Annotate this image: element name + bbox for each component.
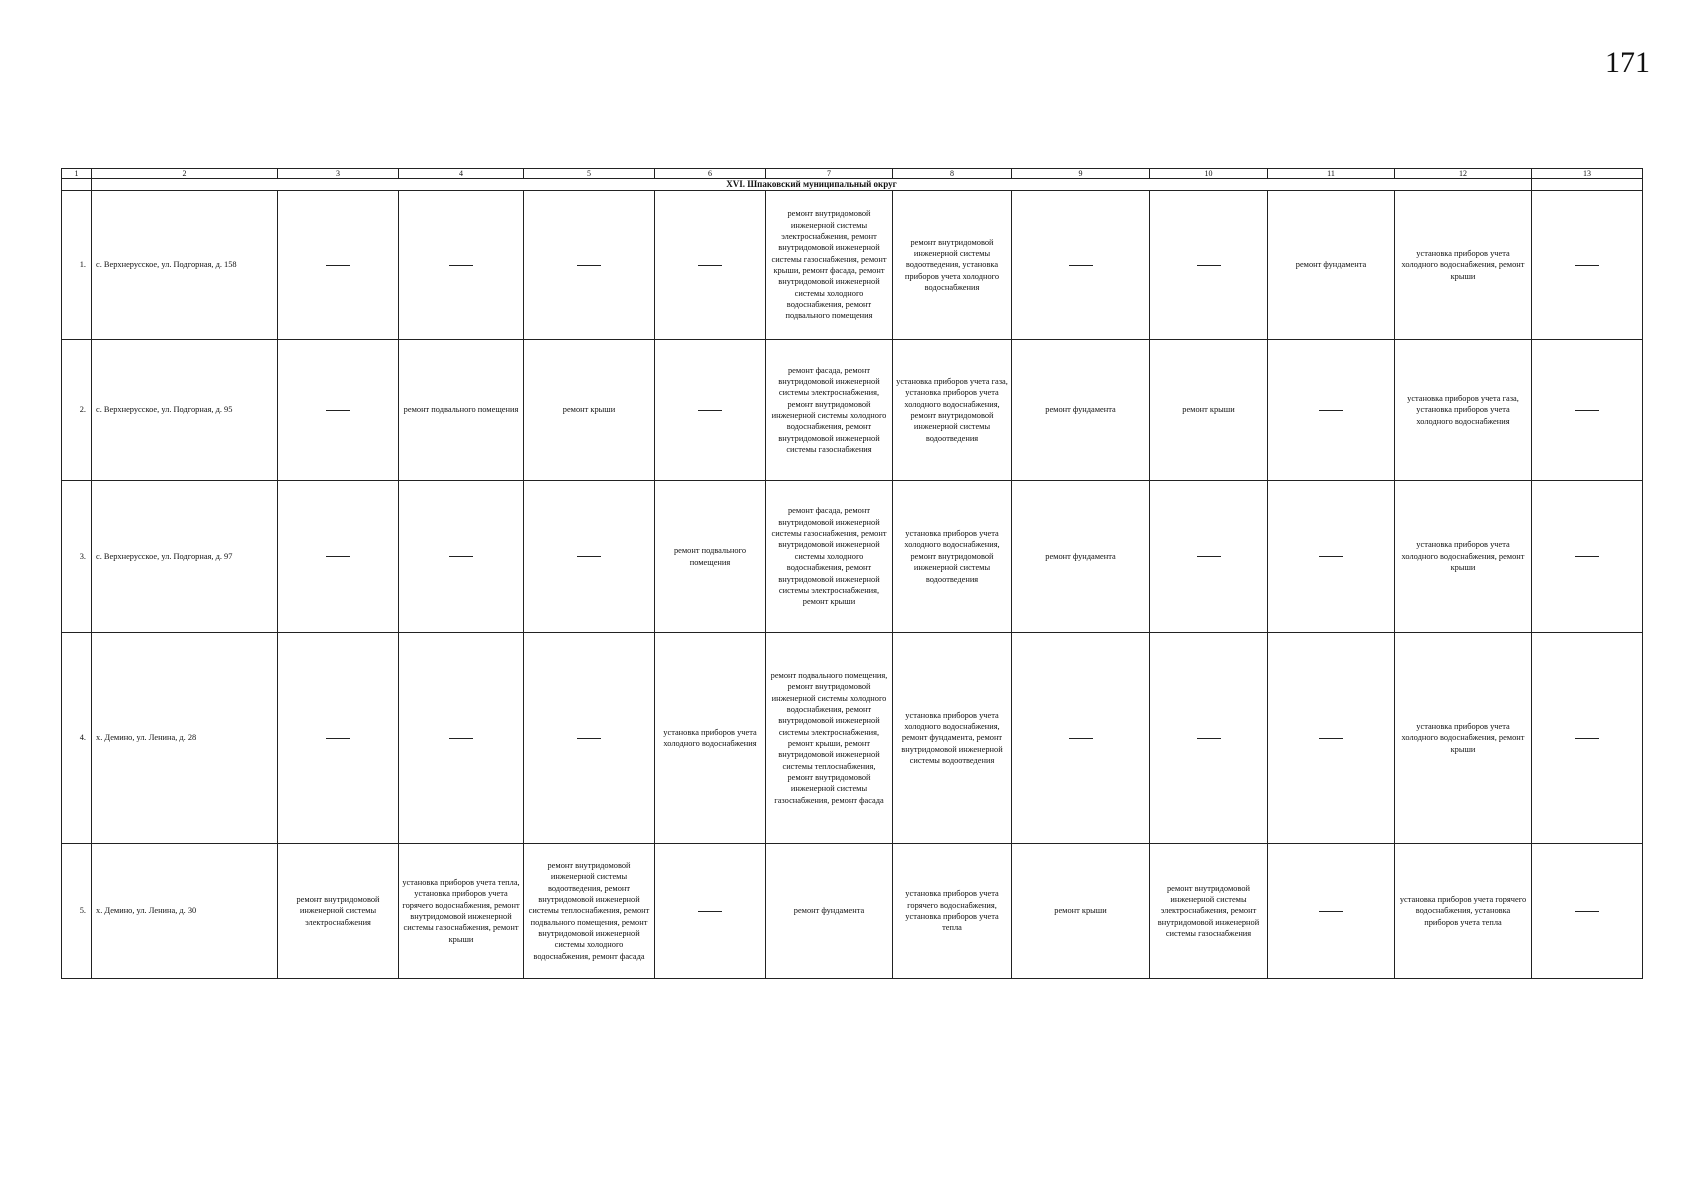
dash-mark — [449, 738, 473, 739]
empty-cell — [1268, 844, 1395, 979]
work-type-cell-c7: ремонт фасада, ремонт внутридомовой инженерной системы электроснабжения, ремонт внутридомовой инженерной системы холодного водоснабжения, ремонт внутридомовой инженерной системы газоснабжения — [766, 340, 893, 481]
column-number: 11 — [1268, 169, 1395, 179]
empty-cell — [278, 633, 399, 844]
section-title: XVI. Шпаковский муниципальный округ — [92, 179, 1532, 191]
column-number: 7 — [766, 169, 893, 179]
table-row — [62, 340, 1643, 481]
work-type-cell-c12: установка приборов учета газа, установка приборов учета холодного водоснабжения — [1395, 340, 1532, 481]
dash-mark — [1069, 738, 1093, 739]
column-number: 13 — [1532, 169, 1643, 179]
empty-cell — [1012, 633, 1150, 844]
empty-cell — [1532, 191, 1643, 340]
work-type-cell-c10: ремонт внутридомовой инженерной системы электроснабжения, ремонт внутридомовой инженерной системы газоснабжения — [1150, 844, 1268, 979]
address-cell: с. Верхнерусское, ул. Подгорная, д. 158 — [92, 191, 278, 340]
empty-cell — [1532, 633, 1643, 844]
address-cell: с. Верхнерусское, ул. Подгорная, д. 95 — [92, 340, 278, 481]
work-type-cell-c9: ремонт крыши — [1012, 844, 1150, 979]
work-type-cell-c8: установка приборов учета газа, установка приборов учета холодного водоснабжения, ремонт внутридомовой инженерной системы водоотведения — [893, 340, 1012, 481]
dash-mark — [326, 265, 350, 266]
column-number: 6 — [655, 169, 766, 179]
work-type-cell-c5: ремонт крыши — [524, 340, 655, 481]
dash-mark — [1575, 410, 1599, 411]
row-number-cell: 1. — [62, 191, 92, 340]
repair-schedule-table-container — [61, 168, 1642, 979]
work-type-cell-c8: ремонт внутридомовой инженерной системы водоотведения, установка приборов учета холодного водоснабжения — [893, 191, 1012, 340]
column-number: 10 — [1150, 169, 1268, 179]
column-number: 2 — [92, 169, 278, 179]
dash-mark — [577, 265, 601, 266]
empty-cell — [524, 481, 655, 633]
empty-cell — [1268, 340, 1395, 481]
row-number-cell: 4. — [62, 633, 92, 844]
table-row — [62, 844, 1643, 979]
empty-cell — [278, 191, 399, 340]
column-number: 4 — [399, 169, 524, 179]
column-number: 8 — [893, 169, 1012, 179]
section-header-row — [62, 179, 1643, 191]
dash-mark — [326, 738, 350, 739]
dash-mark — [1197, 738, 1221, 739]
empty-cell — [1532, 340, 1643, 481]
empty-cell — [1012, 191, 1150, 340]
column-number: 1 — [62, 169, 92, 179]
work-type-cell-c12: установка приборов учета холодного водоснабжения, ремонт крыши — [1395, 191, 1532, 340]
empty-cell — [278, 481, 399, 633]
work-type-cell-c6: ремонт подвального помещения — [655, 481, 766, 633]
work-type-cell-c8: установка приборов учета горячего водоснабжения, установка приборов учета тепла — [893, 844, 1012, 979]
column-number: 5 — [524, 169, 655, 179]
empty-cell — [399, 633, 524, 844]
column-number: 3 — [278, 169, 399, 179]
column-number-row — [62, 169, 1643, 179]
table-row — [62, 191, 1643, 340]
work-type-cell-c12: установка приборов учета холодного водоснабжения, ремонт крыши — [1395, 633, 1532, 844]
page-number: 171 — [1605, 46, 1650, 79]
dash-mark — [1197, 556, 1221, 557]
empty-cell — [655, 340, 766, 481]
empty-cell — [1150, 633, 1268, 844]
dash-mark — [1319, 556, 1343, 557]
dash-mark — [326, 410, 350, 411]
empty-cell — [399, 191, 524, 340]
address-cell: х. Демино, ул. Ленина, д. 30 — [92, 844, 278, 979]
dash-mark — [577, 556, 601, 557]
dash-mark — [1575, 911, 1599, 912]
dash-mark — [1575, 738, 1599, 739]
empty-cell — [278, 340, 399, 481]
work-type-cell-c10: ремонт крыши — [1150, 340, 1268, 481]
dash-mark — [1197, 265, 1221, 266]
work-type-cell-c12: установка приборов учета холодного водоснабжения, ремонт крыши — [1395, 481, 1532, 633]
empty-cell — [524, 191, 655, 340]
dash-mark — [698, 410, 722, 411]
table-row — [62, 633, 1643, 844]
work-type-cell-c7: ремонт фундамента — [766, 844, 893, 979]
work-type-cell-c5: ремонт внутридомовой инженерной системы водоотведения, ремонт внутридомовой инженерной системы теплоснабжения, ремонт подвального помещения, ремонт внутридомовой инженерной системы холодного водоснабжения, ремонт фасада — [524, 844, 655, 979]
work-type-cell-c3: ремонт внутридомовой инженерной системы электроснабжения — [278, 844, 399, 979]
work-type-cell-c11: ремонт фундамента — [1268, 191, 1395, 340]
row-number-cell: 2. — [62, 340, 92, 481]
work-type-cell-c9: ремонт фундамента — [1012, 481, 1150, 633]
section-blank-cell — [1532, 179, 1643, 191]
work-type-cell-c7: ремонт внутридомовой инженерной системы электроснабжения, ремонт внутридомовой инженерной системы газоснабжения, ремонт крыши, ремонт фасада, ремонт внутридомовой инженерной системы холодного водоснабжения, ремонт подвального помещения — [766, 191, 893, 340]
work-type-cell-c7: ремонт подвального помещения, ремонт внутридомовой инженерной системы холодного водоснабжения, ремонт внутридомовой инженерной системы электроснабжения, ремонт крыши, ремонт внутридомовой инженерной системы теплоснабжения, ремонт внутридомовой инженерной системы газоснабжения, ремонт фасада — [766, 633, 893, 844]
work-type-cell-c4: установка приборов учета тепла, установка приборов учета горячего водоснабжения, ремонт внутридомовой инженерной системы газоснабжения, ремонт крыши — [399, 844, 524, 979]
row-number-cell: 3. — [62, 481, 92, 633]
work-type-cell-c8: установка приборов учета холодного водоснабжения, ремонт фундамента, ремонт внутридомовой инженерной системы водоотведения — [893, 633, 1012, 844]
table-row — [62, 481, 1643, 633]
empty-cell — [1268, 633, 1395, 844]
empty-cell — [1150, 191, 1268, 340]
empty-cell — [1268, 481, 1395, 633]
dash-mark — [449, 265, 473, 266]
dash-mark — [698, 265, 722, 266]
empty-cell — [655, 844, 766, 979]
empty-cell — [655, 191, 766, 340]
column-number: 12 — [1395, 169, 1532, 179]
repair-schedule-table — [61, 168, 1643, 979]
dash-mark — [1575, 556, 1599, 557]
dash-mark — [698, 911, 722, 912]
dash-mark — [1069, 265, 1093, 266]
work-type-cell-c9: ремонт фундамента — [1012, 340, 1150, 481]
dash-mark — [1319, 911, 1343, 912]
empty-cell — [1532, 481, 1643, 633]
work-type-cell-c12: установка приборов учета горячего водоснабжения, установка приборов учета тепла — [1395, 844, 1532, 979]
dash-mark — [1319, 410, 1343, 411]
dash-mark — [1575, 265, 1599, 266]
empty-cell — [1532, 844, 1643, 979]
row-number-cell: 5. — [62, 844, 92, 979]
dash-mark — [326, 556, 350, 557]
column-number: 9 — [1012, 169, 1150, 179]
work-type-cell-c6: установка приборов учета холодного водоснабжения — [655, 633, 766, 844]
dash-mark — [1319, 738, 1343, 739]
dash-mark — [577, 738, 601, 739]
work-type-cell-c7: ремонт фасада, ремонт внутридомовой инженерной системы газоснабжения, ремонт внутридомовой инженерной системы холодного водоснабжения, ремонт внутридомовой инженерной системы электроснабжения, ремонт крыши — [766, 481, 893, 633]
empty-cell — [399, 481, 524, 633]
address-cell: х. Демино, ул. Ленина, д. 28 — [92, 633, 278, 844]
work-type-cell-c4: ремонт подвального помещения — [399, 340, 524, 481]
table-body — [62, 191, 1643, 979]
address-cell: с. Верхнерусское, ул. Подгорная, д. 97 — [92, 481, 278, 633]
work-type-cell-c8: установка приборов учета холодного водоснабжения, ремонт внутридомовой инженерной системы водоотведения — [893, 481, 1012, 633]
dash-mark — [449, 556, 473, 557]
empty-cell — [1150, 481, 1268, 633]
section-blank-cell — [62, 179, 92, 191]
empty-cell — [524, 633, 655, 844]
